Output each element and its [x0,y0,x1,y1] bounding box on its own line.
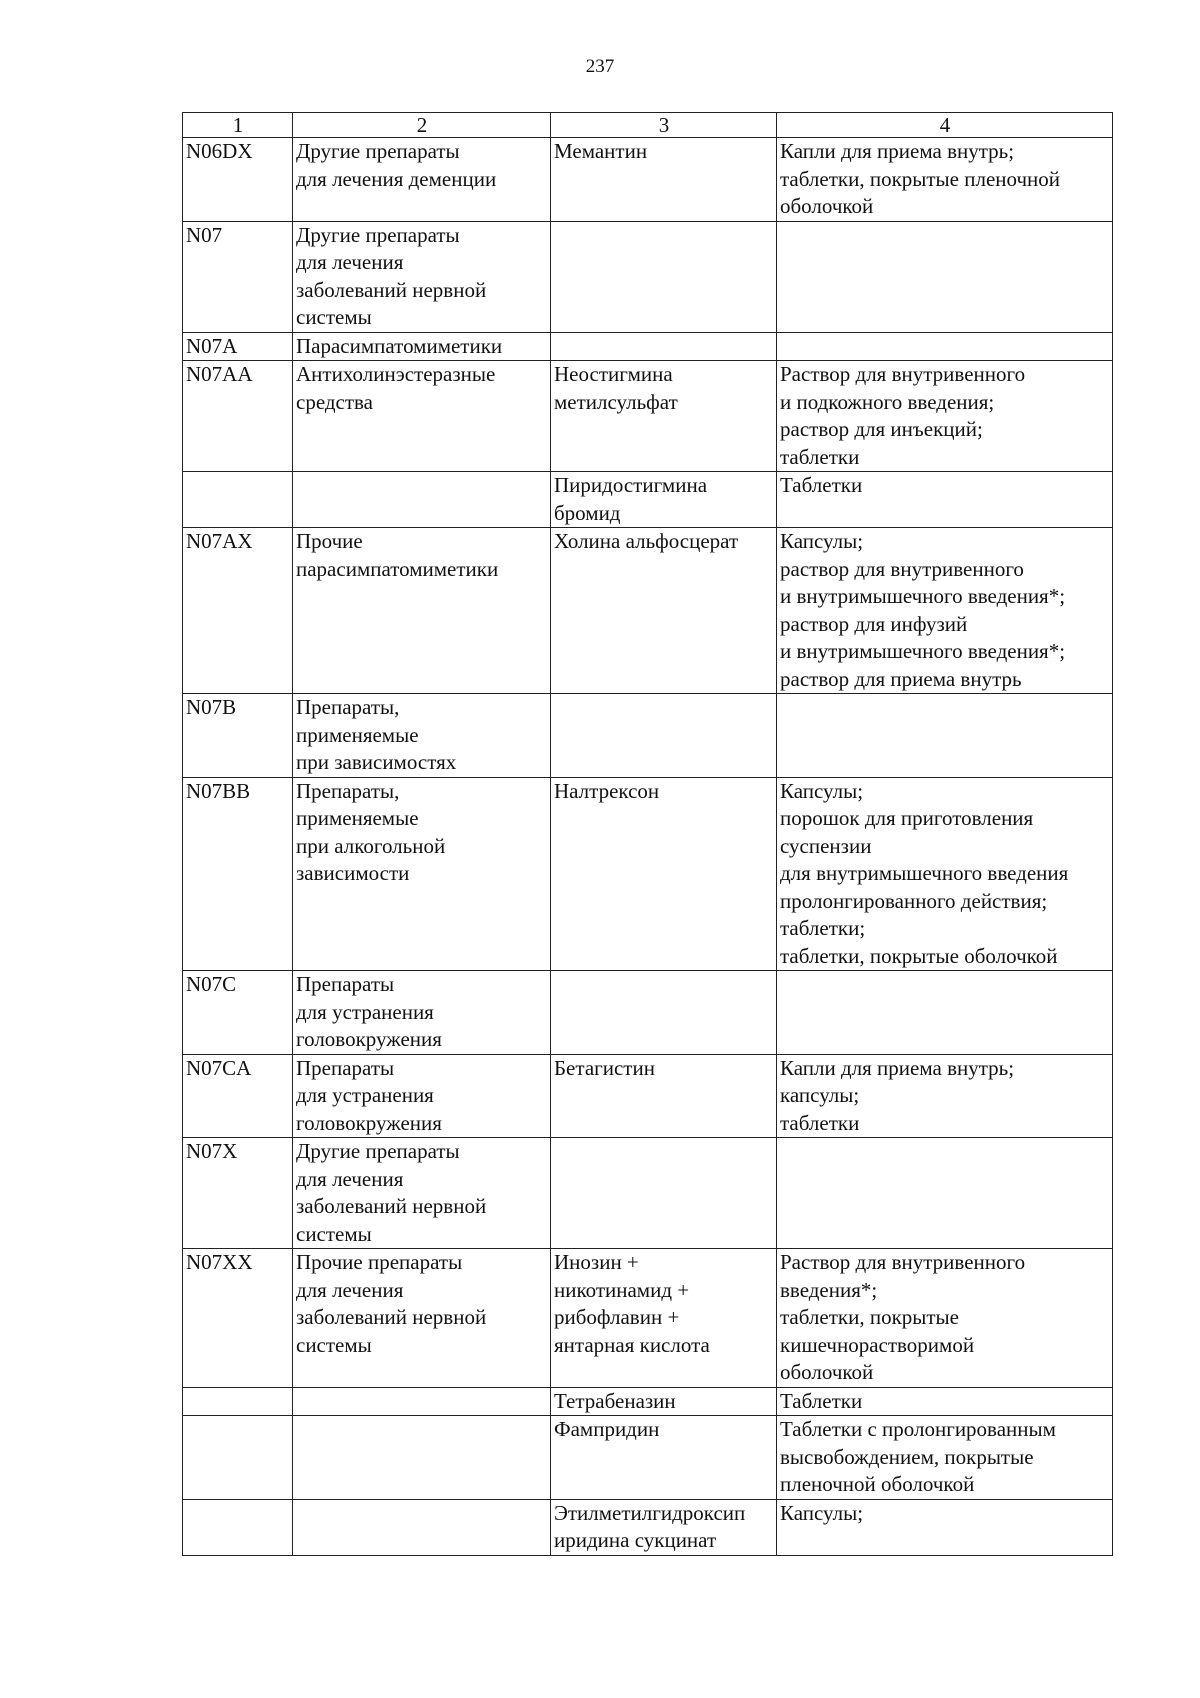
drug-name-line: метилсульфат [554,389,678,414]
dosage-forms-cell [777,1499,1113,1555]
drug-name-cell [551,221,777,332]
drug-name-line: Холина альфосцерат [554,529,739,553]
dosage-forms-cell [777,777,1113,971]
anatomical-group-line: Антихолинэстеразные [296,362,496,386]
dosage-forms-line: Раствор для внутривенного [780,362,1026,386]
anatomical-group-line: для лечения деменции [296,166,497,191]
drug-name-cell [551,694,777,778]
drug-name-line: Бетагистин [554,1055,655,1080]
table-row [183,1249,1113,1388]
anatomical-group-cell [293,1249,551,1388]
anatomical-group-cell [293,1416,551,1500]
dosage-forms-cell [777,138,1113,222]
dosage-forms-line: Капли для приема внутрь; [780,139,1015,163]
dosage-forms-line: таблетки, покрытые оболочкой [780,943,1058,968]
dosage-forms-line: Таблетки с пролонгированным [780,1417,1056,1441]
drug-name-line: Этилметилгидроксип [554,1500,746,1525]
drug-name-cell [551,1138,777,1249]
anatomical-group-line: Препараты, [296,778,400,803]
drug-name-line: Неостигмина [554,362,673,386]
atc-code-cell: N07AA [183,361,293,472]
dosage-forms-line: и внутримышечного введения*; [780,639,1066,663]
drug-name-cell [551,777,777,971]
anatomical-group-line: Другие препараты [296,222,460,247]
anatomical-group-cell [293,528,551,694]
dosage-forms-line: таблетки [780,444,860,469]
dosage-forms-line: оболочкой [780,1360,874,1384]
dosage-forms-line: Капсулы; [780,778,864,803]
dosage-forms-line: порошок для приготовления [780,806,1034,830]
anatomical-group-line: для лечения [296,250,404,274]
atc-code-cell: N07 [183,221,293,332]
dosage-forms-line: Капсулы; [780,1500,864,1525]
drug-name-line: Мемантин [554,139,648,163]
anatomical-group-cell [293,332,551,361]
dosage-forms-line: таблетки, покрытые пленочной [780,166,1061,191]
anatomical-group-line: для лечения [296,1277,404,1302]
anatomical-group-line: средства [296,389,374,414]
table-row [183,528,1113,694]
dosage-forms-line: для внутримышечного введения [780,861,1069,885]
table-row [183,777,1113,971]
atc-code-cell: N07A [183,332,293,361]
drug-name-line: Налтрексон [554,778,660,803]
anatomical-group-cell [293,1499,551,1555]
dosage-forms-cell [777,332,1113,361]
atc-code-cell: N06DX [183,138,293,222]
table-row [183,694,1113,778]
column-header-4: 4 [777,113,1113,138]
anatomical-group-line: системы [296,1221,372,1246]
drug-name-cell [551,1499,777,1555]
drug-name-cell [551,1416,777,1500]
dosage-forms-cell [777,694,1113,778]
anatomical-group-line: заболеваний нервной [296,1305,487,1329]
dosage-forms-line: Раствор для внутривенного [780,1250,1026,1274]
table-row [183,971,1113,1055]
atc-code-cell: N07BB [183,777,293,971]
dosage-forms-line: раствор для приема внутрь [780,666,1022,691]
dosage-forms-cell [777,1249,1113,1388]
drug-name-cell [551,1387,777,1416]
dosage-forms-line: раствор для внутривенного [780,556,1024,581]
drug-name-cell [551,332,777,361]
anatomical-group-cell [293,138,551,222]
anatomical-group-cell [293,1054,551,1138]
table-row [183,221,1113,332]
drug-name-line: бромид [554,500,621,525]
atc-code-cell [183,1387,293,1416]
column-header-3: 3 [551,113,777,138]
dosage-forms-line: таблетки [780,1110,860,1135]
dosage-forms-cell [777,971,1113,1055]
table-row [183,1387,1113,1416]
anatomical-group-line: Препараты [296,1055,395,1080]
table-row [183,1416,1113,1500]
dosage-forms-line: Таблетки [780,1388,863,1413]
drug-name-cell [551,1054,777,1138]
anatomical-group-cell [293,1387,551,1416]
anatomical-group-line: заболеваний нервной [296,1194,487,1218]
dosage-forms-line: раствор для инъекций; [780,417,983,441]
dosage-forms-line: суспензии [780,833,872,858]
atc-code-cell: N07B [183,694,293,778]
dosage-forms-line: пленочной оболочкой [780,1472,975,1496]
dosage-forms-line: таблетки; [780,916,866,940]
anatomical-group-cell [293,361,551,472]
atc-code-cell [183,1416,293,1500]
table-row [183,332,1113,361]
drug-name-line: Фампридин [554,1417,660,1441]
table-body [183,138,1113,1556]
dosage-forms-line: Капсулы; [780,529,864,553]
dosage-forms-line: раствор для инфузий [780,611,968,636]
dosage-forms-line: и внутримышечного введения*; [780,584,1066,608]
anatomical-group-line: головокружения [296,1027,442,1051]
anatomical-group-line: Препараты, [296,695,400,719]
anatomical-group-cell [293,777,551,971]
dosage-forms-line: таблетки, покрытые [780,1305,959,1329]
anatomical-group-line: Парасимпатомиметики [296,333,503,358]
atc-code-cell: N07X [183,1138,293,1249]
drug-name-line: Пиридостигмина [554,473,708,497]
dosage-forms-line: кишечнорастворимой [780,1332,975,1357]
anatomical-group-line: заболеваний нервной [296,277,487,302]
dosage-forms-cell [777,221,1113,332]
atc-code-cell: N07C [183,971,293,1055]
column-header-1: 1 [183,113,293,138]
drug-name-line: Тетрабеназин [554,1388,676,1413]
anatomical-group-line: при зависимостях [296,750,457,774]
atc-code-cell: N07CA [183,1054,293,1138]
anatomical-group-line: Прочие препараты [296,1250,463,1274]
dosage-forms-cell [777,472,1113,528]
dosage-forms-cell [777,1416,1113,1500]
dosage-forms-line: высвобождением, покрытые [780,1444,1034,1469]
drug-name-line: никотинамид + [554,1277,690,1302]
anatomical-group-line: применяемые [296,722,419,747]
anatomical-group-line: при алкогольной [296,833,446,858]
anatomical-group-cell [293,1138,551,1249]
dosage-forms-cell [777,1138,1113,1249]
atc-code-cell: N07AX [183,528,293,694]
anatomical-group-cell [293,694,551,778]
atc-code-cell [183,472,293,528]
table-row [183,1138,1113,1249]
drug-name-line: рибофлавин + [554,1305,680,1329]
drug-name-cell [551,528,777,694]
anatomical-group-line: Препараты [296,972,395,996]
drug-name-cell [551,472,777,528]
dosage-forms-line: оболочкой [780,194,874,218]
anatomical-group-line: системы [296,305,372,329]
anatomical-group-cell [293,971,551,1055]
dosage-forms-line: капсулы; [780,1083,860,1107]
anatomical-group-line: для устранения [296,999,434,1024]
dosage-forms-line: Таблетки [780,473,863,497]
anatomical-group-line: для лечения [296,1166,404,1191]
drug-name-line: Инозин + [554,1250,639,1274]
drug-name-cell [551,138,777,222]
anatomical-group-line: применяемые [296,806,419,830]
drug-name-line: иридина сукцинат [554,1528,717,1552]
dosage-forms-cell [777,361,1113,472]
anatomical-group-line: Другие препараты [296,1139,460,1163]
anatomical-group-line: Другие препараты [296,139,460,163]
anatomical-group-line: Прочие [296,529,363,553]
drug-name-cell [551,1249,777,1388]
atc-code-cell: N07XX [183,1249,293,1388]
anatomical-group-line: системы [296,1332,372,1357]
drug-name-line: янтарная кислота [554,1332,710,1357]
dosage-forms-line: введения*; [780,1277,878,1302]
dosage-forms-line: Капли для приема внутрь; [780,1055,1015,1080]
anatomical-group-line: для устранения [296,1083,434,1107]
dosage-forms-cell [777,528,1113,694]
anatomical-group-cell [293,221,551,332]
table-row [183,138,1113,222]
drug-table [182,112,1113,1556]
anatomical-group-cell [293,472,551,528]
atc-code-cell [183,1499,293,1555]
dosage-forms-line: пролонгированного действия; [780,888,1048,913]
table-row [183,361,1113,472]
drug-name-cell [551,361,777,472]
table-header-row [183,113,1113,138]
table-row [183,1499,1113,1555]
table-row [183,472,1113,528]
anatomical-group-line: парасимпатомиметики [296,556,499,581]
table-row [183,1054,1113,1138]
column-header-2: 2 [293,113,551,138]
dosage-forms-line: и подкожного введения; [780,389,995,414]
drug-name-cell [551,971,777,1055]
anatomical-group-line: зависимости [296,861,410,885]
dosage-forms-cell [777,1387,1113,1416]
page-number: 237 [585,56,615,77]
anatomical-group-line: головокружения [296,1110,442,1135]
dosage-forms-cell [777,1054,1113,1138]
